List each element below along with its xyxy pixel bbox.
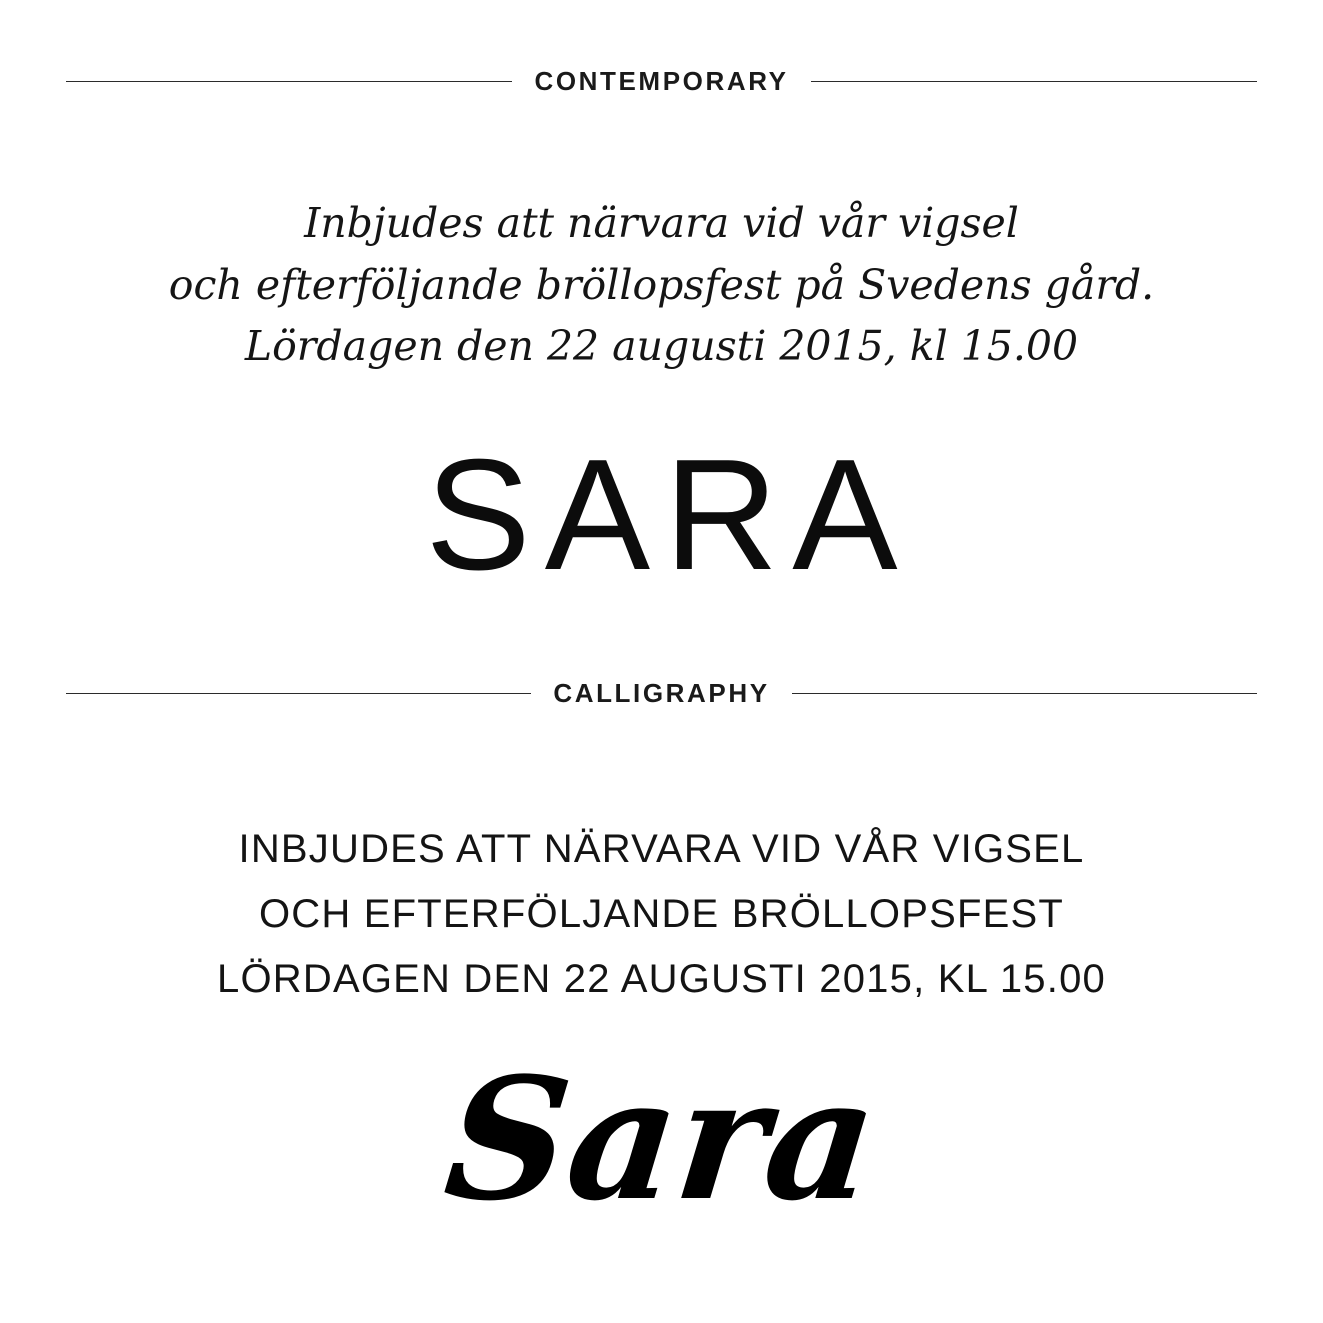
calligraphy-body-line-1: INBJUDES ATT NÄRVARA VID VÅR VIGSEL bbox=[238, 827, 1085, 871]
calligraphy-body-line-3: LÖRDAGEN DEN 22 AUGUSTI 2015, KL 15.00 bbox=[217, 956, 1106, 1001]
contemporary-body-text bbox=[0, 193, 1323, 378]
contemporary-body-line-1: Inbjudes att närvara vid vår vigsel bbox=[304, 199, 1019, 247]
divider-rule-left bbox=[66, 693, 531, 694]
calligraphy-body-text bbox=[0, 817, 1323, 1011]
section-contemporary bbox=[0, 0, 1323, 603]
section-calligraphy bbox=[0, 678, 1323, 1239]
contemporary-body-line-3: Lördagen den 22 augusti 2015, kl 15.00 bbox=[244, 322, 1079, 370]
divider-rule-right bbox=[792, 693, 1257, 694]
calligraphy-body-line-2: OCH EFTERFÖLJANDE BRÖLLOPSFEST bbox=[258, 891, 1065, 936]
divider-caption-calligraphy: CALLIGRAPHY bbox=[553, 678, 770, 708]
divider-rule-left bbox=[66, 81, 512, 82]
calligraphy-name: Sara bbox=[437, 1040, 886, 1239]
divider-caption-contemporary: CONTEMPORARY bbox=[534, 66, 789, 96]
divider-rule-right bbox=[811, 81, 1257, 82]
contemporary-name: SARA bbox=[425, 426, 912, 603]
divider-calligraphy bbox=[0, 678, 1323, 709]
divider-contemporary bbox=[0, 66, 1323, 97]
contemporary-body-line-2: och efterföljande bröllopsfest på Svedens gård. bbox=[168, 260, 1155, 309]
